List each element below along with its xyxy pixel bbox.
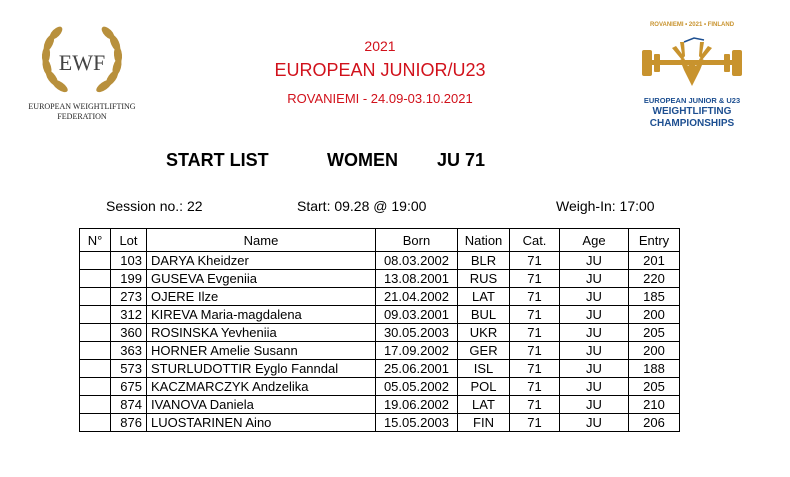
cell-entry: 206 bbox=[629, 414, 680, 432]
start-time: Start: 09.28 @ 19:00 bbox=[297, 198, 427, 214]
cell-born: 15.05.2003 bbox=[376, 414, 458, 432]
cell-born: 21.04.2002 bbox=[376, 288, 458, 306]
weigh-in-time: Weigh-In: 17:00 bbox=[556, 198, 655, 214]
title-start-list: START LIST bbox=[166, 150, 269, 170]
cell-number bbox=[80, 378, 111, 396]
col-header-cat: Cat. bbox=[510, 229, 560, 252]
cell-name: LUOSTARINEN Aino bbox=[147, 414, 376, 432]
table-row bbox=[80, 396, 680, 414]
table-row bbox=[80, 324, 680, 342]
cell-cat: 71 bbox=[510, 360, 560, 378]
table-row bbox=[80, 288, 680, 306]
col-header-age: Age bbox=[560, 229, 629, 252]
cell-entry: 185 bbox=[629, 288, 680, 306]
cell-lot: 312 bbox=[111, 306, 147, 324]
cell-lot: 876 bbox=[111, 414, 147, 432]
cell-number bbox=[80, 342, 111, 360]
header-location-dates: ROVANIEMI - 24.09-03.10.2021 bbox=[287, 91, 473, 106]
cell-nation: BUL bbox=[458, 306, 510, 324]
cell-number bbox=[80, 414, 111, 432]
table-row bbox=[80, 414, 680, 432]
laurel-wreath-icon bbox=[22, 20, 142, 100]
cell-cat: 71 bbox=[510, 324, 560, 342]
cell-number bbox=[80, 360, 111, 378]
table-row bbox=[80, 378, 680, 396]
cell-entry: 200 bbox=[629, 306, 680, 324]
cell-entry: 205 bbox=[629, 324, 680, 342]
cell-age: JU bbox=[560, 342, 629, 360]
cell-age: JU bbox=[560, 414, 629, 432]
logo-arc-text: ROVANIEMI • 2021 • FINLAND bbox=[649, 22, 735, 28]
cell-lot: 103 bbox=[111, 252, 147, 270]
cell-nation: ISL bbox=[458, 360, 510, 378]
cell-cat: 71 bbox=[510, 252, 560, 270]
cell-lot: 573 bbox=[111, 360, 147, 378]
table-header-row bbox=[80, 229, 680, 252]
cell-entry: 210 bbox=[629, 396, 680, 414]
cell-age: JU bbox=[560, 360, 629, 378]
title-gender: WOMEN bbox=[327, 150, 398, 170]
cell-cat: 71 bbox=[510, 378, 560, 396]
logo-line2: WEIGHTLIFTING bbox=[652, 106, 732, 117]
cell-age: JU bbox=[560, 378, 629, 396]
cell-name: IVANOVA Daniela bbox=[147, 396, 376, 414]
col-header-name: Name bbox=[147, 229, 376, 252]
col-header-born: Born bbox=[376, 229, 458, 252]
cell-nation: LAT bbox=[458, 288, 510, 306]
cell-age: JU bbox=[560, 324, 629, 342]
cell-name: OJERE Ilze bbox=[147, 288, 376, 306]
session-number: Session no.: 22 bbox=[106, 198, 203, 214]
cell-born: 08.03.2002 bbox=[376, 252, 458, 270]
cell-nation: BLR bbox=[458, 252, 510, 270]
cell-entry: 188 bbox=[629, 360, 680, 378]
col-header-nation: Nation bbox=[458, 229, 510, 252]
cell-cat: 71 bbox=[510, 342, 560, 360]
championship-logo bbox=[632, 20, 752, 130]
cell-lot: 273 bbox=[111, 288, 147, 306]
col-header-number: N° bbox=[80, 229, 111, 252]
cell-born: 13.08.2001 bbox=[376, 270, 458, 288]
cell-cat: 71 bbox=[510, 414, 560, 432]
cell-number bbox=[80, 270, 111, 288]
cell-born: 19.06.2002 bbox=[376, 396, 458, 414]
cell-entry: 220 bbox=[629, 270, 680, 288]
logo-line3: CHAMPIONSHIPS bbox=[649, 118, 735, 129]
cell-cat: 71 bbox=[510, 270, 560, 288]
cell-lot: 199 bbox=[111, 270, 147, 288]
cell-name: KIREVA Maria-magdalena bbox=[147, 306, 376, 324]
cell-name: STURLUDOTTIR Eyglo Fanndal bbox=[147, 360, 376, 378]
table-row bbox=[80, 270, 680, 288]
cell-cat: 71 bbox=[510, 396, 560, 414]
cell-nation: FIN bbox=[458, 414, 510, 432]
header-year: 2021 bbox=[364, 38, 396, 54]
cell-lot: 363 bbox=[111, 342, 147, 360]
cell-nation: GER bbox=[458, 342, 510, 360]
cell-born: 05.05.2002 bbox=[376, 378, 458, 396]
cell-lot: 874 bbox=[111, 396, 147, 414]
cell-cat: 71 bbox=[510, 306, 560, 324]
cell-age: JU bbox=[560, 396, 629, 414]
cell-nation: POL bbox=[458, 378, 510, 396]
logo-line1: EUROPEAN JUNIOR & U23 bbox=[643, 96, 741, 105]
cell-cat: 71 bbox=[510, 288, 560, 306]
table-row bbox=[80, 252, 680, 270]
cell-age: JU bbox=[560, 252, 629, 270]
table-row bbox=[80, 342, 680, 360]
cell-born: 30.05.2003 bbox=[376, 324, 458, 342]
cell-age: JU bbox=[560, 288, 629, 306]
ewf-logo bbox=[22, 20, 142, 125]
start-list-table bbox=[79, 228, 680, 432]
cell-number bbox=[80, 306, 111, 324]
header-event: EUROPEAN JUNIOR/U23 bbox=[274, 60, 486, 80]
cell-age: JU bbox=[560, 270, 629, 288]
cell-born: 25.06.2001 bbox=[376, 360, 458, 378]
cell-lot: 360 bbox=[111, 324, 147, 342]
title-category: JU 71 bbox=[437, 150, 486, 170]
ewf-name-line1: EUROPEAN WEIGHTLIFTING bbox=[28, 102, 136, 111]
cell-number bbox=[80, 324, 111, 342]
cell-entry: 205 bbox=[629, 378, 680, 396]
cell-born: 09.03.2001 bbox=[376, 306, 458, 324]
cell-name: HORNER Amelie Susann bbox=[147, 342, 376, 360]
cell-nation: LAT bbox=[458, 396, 510, 414]
cell-entry: 201 bbox=[629, 252, 680, 270]
table-row bbox=[80, 306, 680, 324]
col-header-entry: Entry bbox=[629, 229, 680, 252]
reindeer-barbell-icon bbox=[632, 30, 752, 92]
cell-lot: 675 bbox=[111, 378, 147, 396]
ewf-abbr: EWF bbox=[58, 50, 106, 75]
cell-number bbox=[80, 396, 111, 414]
cell-name: DARYA Kheidzer bbox=[147, 252, 376, 270]
cell-nation: UKR bbox=[458, 324, 510, 342]
ewf-name-line2: FEDERATION bbox=[57, 112, 107, 121]
cell-nation: RUS bbox=[458, 270, 510, 288]
cell-number bbox=[80, 288, 111, 306]
cell-entry: 200 bbox=[629, 342, 680, 360]
cell-name: GUSEVA Evgeniia bbox=[147, 270, 376, 288]
table-row bbox=[80, 360, 680, 378]
cell-age: JU bbox=[560, 306, 629, 324]
cell-name: KACZMARCZYK Andzelika bbox=[147, 378, 376, 396]
cell-name: ROSINSKA Yevheniia bbox=[147, 324, 376, 342]
cell-number bbox=[80, 252, 111, 270]
col-header-lot: Lot bbox=[111, 229, 147, 252]
cell-born: 17.09.2002 bbox=[376, 342, 458, 360]
